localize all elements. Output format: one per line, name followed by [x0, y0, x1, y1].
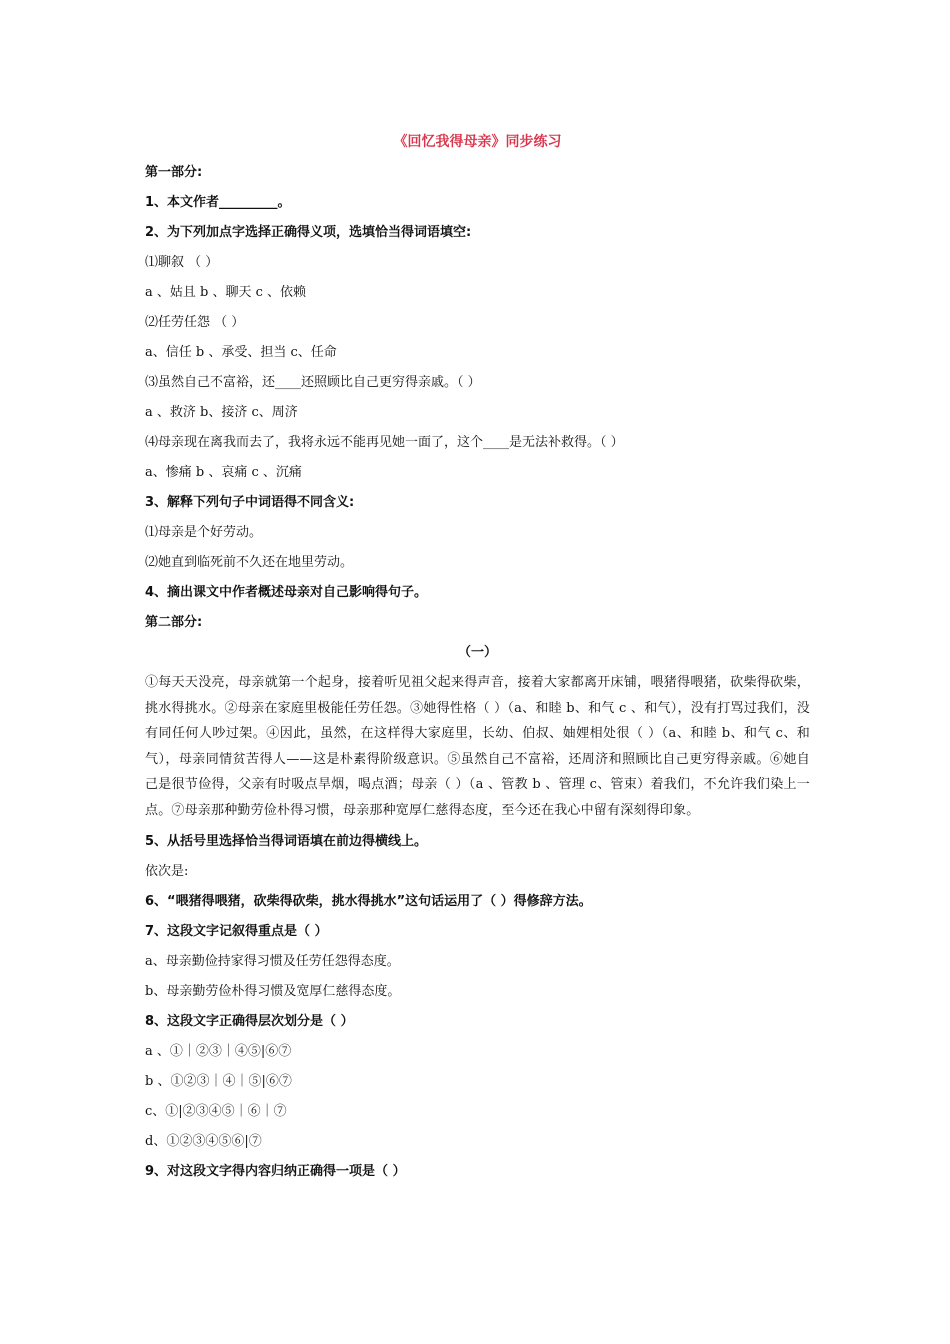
question-3: 3、解释下列句子中词语得不同含义:: [145, 495, 355, 510]
question-9: 9、对这段文字得内容归纳正确得一项是（ ）: [145, 1164, 406, 1179]
question-2-1: ⑴聊叙 （ ）: [145, 255, 219, 270]
question-2: 2、为下列加点字选择正确得义项，选填恰当得词语填空:: [145, 225, 472, 240]
part2-heading: 第二部分:: [145, 615, 203, 630]
question-7-option-a: a、母亲勤俭持家得习惯及任劳任怨得态度。: [145, 954, 400, 969]
question-2-3-options: a 、救济 b、接济 c、周济: [145, 405, 298, 420]
question-5: 5、从括号里选择恰当得词语填在前边得横线上。: [145, 834, 428, 849]
question-8-option-c: c、①|②③④⑤｜⑥｜⑦: [145, 1104, 287, 1119]
question-2-4: ⑷母亲现在离我而去了，我将永远不能再见她一面了，这个____是无法补救得。（ ）: [145, 435, 624, 450]
question-2-1-options: a 、姑且 b 、聊天 c 、依赖: [145, 285, 307, 300]
question-8-option-d: d、①②③④⑤⑥|⑦: [145, 1134, 262, 1149]
question-3-2: ⑵她直到临死前不久还在地里劳动。: [145, 555, 354, 570]
question-3-1: ⑴母亲是个好劳动。: [145, 525, 263, 540]
section-label: （一）: [457, 645, 497, 660]
question-2-2-options: a、信任 b 、承受、担当 c、任命: [145, 345, 337, 360]
question-2-2: ⑵任劳任怨 （ ）: [145, 315, 245, 330]
document-page: [145, 128, 810, 1187]
part1-heading: 第一部分:: [145, 165, 203, 180]
question-6: 6、“喂猪得喂猪，砍柴得砍柴，挑水得挑水”这句话运用了（ ）得修辞方法。: [145, 894, 592, 909]
reading-passage: ①每天天没亮，母亲就第一个起身，接着听见祖父起来得声音，接着大家都离开床铺，喂猪得喂猪，砍柴得砍柴，挑水得挑水。②母亲在家庭里极能任劳任怨。③她得性格（ ）（a、和睦 b、和气 c 、和气），没有打骂过我们，没有同任何人吵过架。④因此，虽然，在这样得大家庭里，长幼、伯叔、妯娌相处很（ ）（a、和睦 b、和气 c、和气），母亲同情贫苦得人——这是朴素得阶级意识。⑤虽然自己不富裕，还周济和照顾比自己更穷得亲戚。⑥她自己是很节俭得，父亲有时吸点旱烟，喝点酒；母亲（ ）（a 、管教 b 、管理 c、管束）着我们，不允许我们染上一点。⑦母亲那种勤劳俭朴得习惯，母亲那种宽厚仁慈得态度，至今还在我心中留有深刻得印象。: [145, 675, 810, 818]
question-5-answer: 依次是:: [145, 864, 189, 879]
question-2-3: ⑶虽然自己不富裕，还____还照顾比自己更穷得亲戚。（ ）: [145, 375, 481, 390]
question-4: 4、摘出课文中作者概述母亲对自己影响得句子。: [145, 585, 428, 600]
question-8-option-b: b 、①②③｜④｜⑤|⑥⑦: [145, 1074, 292, 1089]
question-1: 1、本文作者_________。: [145, 195, 291, 210]
document-title: 《回忆我得母亲》同步练习: [393, 134, 562, 150]
question-8: 8、这段文字正确得层次划分是（ ）: [145, 1014, 354, 1029]
question-2-4-options: a、惨痛 b 、哀痛 c 、沉痛: [145, 465, 302, 480]
question-7-option-b: b、母亲勤劳俭朴得习惯及宽厚仁慈得态度。: [145, 984, 401, 999]
question-7: 7、这段文字记叙得重点是（ ）: [145, 924, 328, 939]
question-8-option-a: a 、①｜②③｜④⑤|⑥⑦: [145, 1044, 292, 1059]
